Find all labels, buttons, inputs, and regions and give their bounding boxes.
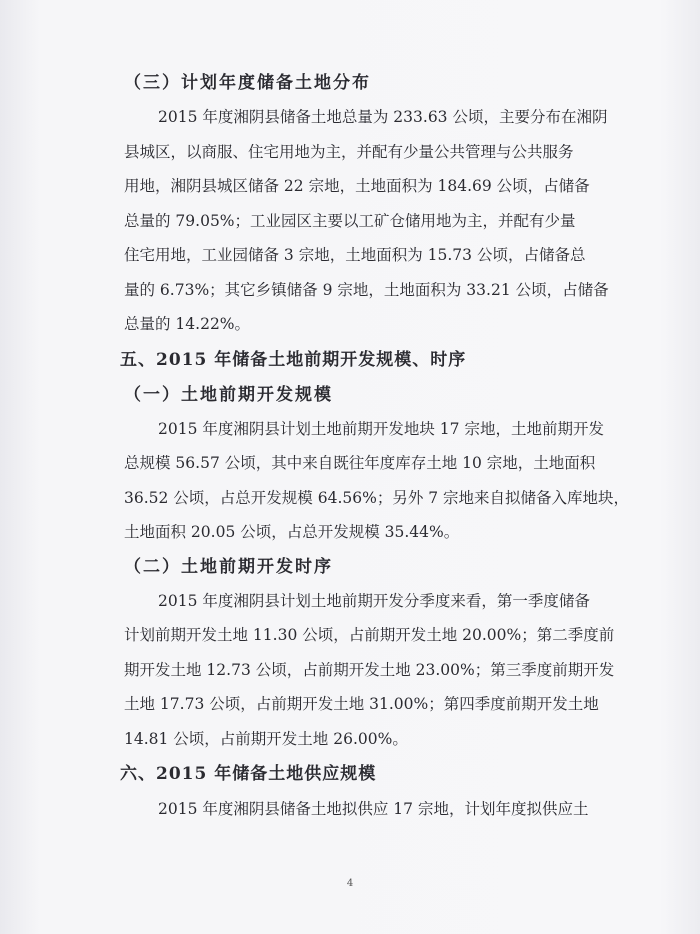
paragraph-development-scale [124,412,630,550]
text-line: 总量的 79.05%；工业园区主要以工矿仓储用地为主，并配有少量 [124,211,576,230]
paragraph-development-schedule [124,584,614,757]
text-line: 2015 年度湘阴县计划土地前期开发分季度来看，第一季度储备 [158,591,590,610]
text-line: 期开发土地 12.73 公顷，占前期开发土地 23.00%；第三季度前期开发 [124,660,615,679]
paragraph-supply [124,792,614,827]
text-line: 2015 年度湘阴县计划土地前期开发地块 17 宗地，土地前期开发 [158,419,604,438]
text-line: 土地 17.73 公顷，占前期开发土地 31.00%；第四季度前期开发土地 [124,695,599,713]
section-heading-development-schedule: （二）土地前期开发时序 [124,556,333,577]
text-line: 36.52 公顷，占总开发规模 64.56%；另外 7 宗地来自拟储备入库地块， [124,488,630,507]
text-line: 总规模 56.57 公顷，其中来自既往年度库存土地 10 宗地，土地面积 [124,454,596,472]
section-heading-development-scale: （一）土地前期开发规模 [124,384,333,405]
text-line: 住宅用地，工业园储备 3 宗地，土地面积为 15.73 公顷，占储备总 [124,246,586,264]
text-line: 计划前期开发土地 11.30 公顷，占前期开发土地 20.00%；第二季度前 [124,626,615,644]
page-number: 4 [346,878,354,889]
chapter-heading-supply: 六、2015 年储备土地供应规模 [120,764,377,784]
text-line: 2015 年度湘阴县储备土地拟供应 17 宗地，计划年度拟供应土 [158,800,589,818]
text-line: 土地面积 20.05 公顷，占总开发规模 35.44%。 [124,523,460,541]
section-heading-distribution: （三）计划年度储备土地分布 [124,73,371,93]
page-content [120,66,630,827]
chapter-heading-development: 五、2015 年储备土地前期开发规模、时序 [120,349,467,370]
text-line: 2015 年度湘阴县储备土地总量为 233.63 公顷，主要分布在湘阴 [158,108,608,126]
text-line: 总量的 14.22%。 [124,315,251,333]
text-line: 用地，湘阴县城区储备 22 宗地，土地面积为 184.69 公顷，占储备 [124,177,590,195]
text-line: 14.81 公顷，占前期开发土地 26.00%。 [124,729,408,748]
text-line: 量的 6.73%；其它乡镇储备 9 宗地，土地面积为 33.21 公顷，占储备 [124,280,609,299]
paragraph-distribution [124,100,614,342]
text-line: 县城区，以商服、住宅用地为主，并配有少量公共管理与公共服务 [124,142,574,161]
